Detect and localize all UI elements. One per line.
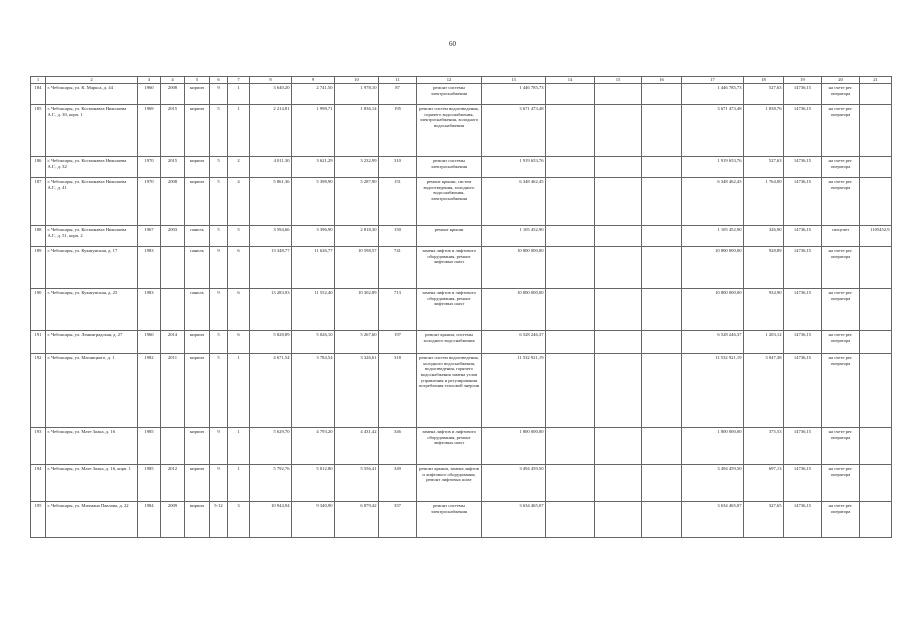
- table-cell: 1969: [138, 105, 161, 157]
- table-cell: 1 446 785,73: [482, 84, 546, 105]
- table-cell: 14736,15: [784, 465, 822, 502]
- table-cell: 4 431,42: [335, 428, 379, 465]
- table-cell: [595, 331, 642, 354]
- table-cell: 14736,15: [784, 84, 822, 105]
- table-cell: 4 011,30: [250, 157, 292, 178]
- table-cell: на счете рег. оператора: [822, 84, 860, 105]
- table-cell: 346: [379, 428, 417, 465]
- table-cell: 5: [228, 226, 250, 247]
- table-cell: кирпич: [185, 465, 210, 502]
- housing-repair-table: [30, 76, 892, 538]
- table-cell: ремонт крыши, систем водоотведения, холодного водоснабжения, электроснабжения: [417, 178, 482, 226]
- table-cell: панель: [185, 289, 210, 331]
- table-cell: [161, 247, 185, 289]
- table-cell: 6 879,42: [335, 502, 379, 538]
- table-cell: г. Чебоксары, ул. Магницкого, д. 1: [46, 354, 138, 428]
- table-body: [31, 77, 892, 538]
- table-cell: 194: [31, 465, 46, 502]
- table-cell: [546, 105, 595, 157]
- table-cell: 310: [379, 157, 417, 178]
- table-cell: 6 348 462,45: [682, 178, 744, 226]
- table-cell: 934,90: [744, 289, 784, 331]
- table-cell: [546, 247, 595, 289]
- table-cell: кирпич: [185, 354, 210, 428]
- table-cell: [546, 178, 595, 226]
- table-cell: 5 861,36: [250, 178, 292, 226]
- table-cell: 1985: [138, 428, 161, 465]
- table-cell: 2015: [161, 105, 185, 157]
- table-cell: 10 598,57: [335, 247, 379, 289]
- table-cell: 2011: [161, 354, 185, 428]
- table-cell: ремонт крыши, замена лифтов и лифтового оборудования, ремонт лифтовых шахт: [417, 465, 482, 502]
- table-cell: 190: [31, 289, 46, 331]
- table-cell: [595, 105, 642, 157]
- table-cell: 375,53: [744, 428, 784, 465]
- table-cell: ремонт системы электроснабжения: [417, 157, 482, 178]
- table-cell: [546, 226, 595, 247]
- table-row: [31, 157, 892, 178]
- table-cell: 1985: [138, 465, 161, 502]
- table-cell: 2 214,81: [250, 105, 292, 157]
- table-row: [31, 289, 892, 331]
- table-cell: 3 634 465,07: [682, 502, 744, 538]
- table-cell: 2015: [161, 157, 185, 178]
- table-cell: замена лифтов и лифтового оборудования, ремонт лифтовых шахт: [417, 247, 482, 289]
- table-cell: 14736,15: [784, 502, 822, 538]
- table-cell: 5 287,90: [335, 178, 379, 226]
- table-cell: 1: [228, 105, 250, 157]
- table-cell: 318: [379, 354, 417, 428]
- column-number-cell: 6: [210, 77, 228, 84]
- table-cell: 14736,15: [784, 289, 822, 331]
- table-cell: г. Чебоксары, ул. Космонавта Николаева А.Г., д. 30, корп. 1: [46, 105, 138, 157]
- table-cell: 1967: [138, 226, 161, 247]
- table-cell: 1960: [138, 331, 161, 354]
- table-cell: ремонт систем водоотведения, горячего водоснабжения, электроснабжения, холодного водоснабжения: [417, 105, 482, 157]
- table-cell: 527,63: [744, 157, 784, 178]
- table-cell: 1983: [138, 289, 161, 331]
- table-cell: 3 232,99: [335, 157, 379, 178]
- table-cell: 11 552,40: [292, 289, 335, 331]
- table-cell: 3 594,66: [250, 226, 292, 247]
- table-cell: 2: [228, 157, 250, 178]
- column-number-cell: 2: [46, 77, 138, 84]
- table-cell: 349: [379, 465, 417, 502]
- table-cell: 14736,15: [784, 178, 822, 226]
- table-cell: 3 047,38: [744, 354, 784, 428]
- table-cell: 14736,15: [784, 354, 822, 428]
- table-cell: кирпич: [185, 502, 210, 538]
- table-cell: 185: [31, 105, 46, 157]
- table-cell: 1960: [138, 84, 161, 105]
- table-cell: [595, 354, 642, 428]
- table-cell: 6: [228, 247, 250, 289]
- table-cell: 5: [210, 105, 228, 157]
- table-cell: 3 621,29: [292, 157, 335, 178]
- table-row: [31, 105, 892, 157]
- table-cell: [860, 428, 892, 465]
- table-cell: 11 626,77: [292, 247, 335, 289]
- table-cell: 1982: [138, 354, 161, 428]
- table-cell: 87: [379, 84, 417, 105]
- table-cell: 4: [228, 178, 250, 226]
- table-cell: 9: [210, 84, 228, 105]
- column-number-cell: 8: [250, 77, 292, 84]
- table-cell: 187: [31, 178, 46, 226]
- table-cell: [546, 157, 595, 178]
- table-cell: [642, 331, 682, 354]
- table-cell: 184: [31, 84, 46, 105]
- table-cell: 2012: [161, 465, 185, 502]
- table-cell: г. Чебоксары, ул. Мичмана Павлова, д. 22: [46, 502, 138, 538]
- table-cell: [595, 465, 642, 502]
- table-cell: [546, 289, 595, 331]
- table-cell: г. Чебоксары, ул. Космонавта Николаева А.Г., д. 41: [46, 178, 138, 226]
- table-cell: [642, 84, 682, 105]
- table-cell: 150: [379, 226, 417, 247]
- table-cell: 10 800 000,00: [682, 247, 744, 289]
- table-cell: 9: [210, 247, 228, 289]
- table-cell: на счете рег. оператора: [822, 247, 860, 289]
- table-cell: [860, 105, 892, 157]
- table-cell: замена лифтов и лифтового оборудования, ремонт лифтовых шахт: [417, 289, 482, 331]
- table-cell: 3 671 473,48: [482, 105, 546, 157]
- table-cell: [860, 178, 892, 226]
- table-cell: [860, 84, 892, 105]
- table-cell: [642, 105, 682, 157]
- table-cell: 4 793,20: [292, 428, 335, 465]
- table-cell: 14736,15: [784, 226, 822, 247]
- column-number-cell: 20: [822, 77, 860, 84]
- table-cell: на счете рег. оператора: [822, 465, 860, 502]
- table-cell: ремонт крыши, системы холодного водоснабжения: [417, 331, 482, 354]
- table-cell: [860, 465, 892, 502]
- table-cell: 1 978,10: [335, 84, 379, 105]
- table-cell: 1 838,76: [744, 105, 784, 157]
- table-cell: 5 792,76: [250, 465, 292, 502]
- table-cell: ремонт систем водоотведения, холодного водоснабжения, водоотведения, горячего водоснабжения замена узлов управления и регулирования потребления тепловой энергии: [417, 354, 482, 428]
- table-cell: 11 532 921,19: [482, 354, 546, 428]
- table-row: [31, 247, 892, 289]
- table-cell: 697,13: [744, 465, 784, 502]
- table-cell: спецсчет: [822, 226, 860, 247]
- table-cell: 9 340,90: [292, 502, 335, 538]
- table-cell: кирпич: [185, 331, 210, 354]
- table-cell: 6: [228, 289, 250, 331]
- table-cell: [860, 502, 892, 538]
- table-cell: 1 446 785,73: [682, 84, 744, 105]
- column-number-cell: 10: [335, 77, 379, 84]
- table-cell: 14736,15: [784, 428, 822, 465]
- table-cell: 6 528 246,37: [682, 331, 744, 354]
- table-cell: панель: [185, 226, 210, 247]
- table-cell: 5: [210, 226, 228, 247]
- table-cell: на счете рег. оператора: [822, 502, 860, 538]
- table-cell: 1: [228, 465, 250, 502]
- table-cell: 10 800 000,00: [682, 289, 744, 331]
- table-cell: [642, 247, 682, 289]
- table-cell: [860, 331, 892, 354]
- table-cell: [595, 226, 642, 247]
- table-cell: 327,65: [744, 502, 784, 538]
- table-cell: 6: [228, 331, 250, 354]
- table-row: [31, 84, 892, 105]
- column-number-cell: 3: [138, 77, 161, 84]
- table-cell: [860, 289, 892, 331]
- table-cell: [546, 354, 595, 428]
- table-cell: [546, 465, 595, 502]
- table-cell: [860, 247, 892, 289]
- table-cell: 9: [210, 289, 228, 331]
- table-cell: [642, 465, 682, 502]
- table-cell: 14736,15: [784, 331, 822, 354]
- table-cell: 3 326,61: [335, 354, 379, 428]
- table-row: [31, 502, 892, 538]
- table-cell: 2 818,30: [335, 226, 379, 247]
- table-cell: панель: [185, 247, 210, 289]
- table-cell: 5: [210, 354, 228, 428]
- table-cell: 14736,15: [784, 105, 822, 157]
- table-cell: 1 800 000,00: [682, 428, 744, 465]
- table-cell: 1970: [138, 157, 161, 178]
- column-number-cell: 15: [595, 77, 642, 84]
- table-cell: [642, 289, 682, 331]
- table-cell: 13 348,77: [250, 247, 292, 289]
- table-cell: 2009: [161, 502, 185, 538]
- table-cell: кирпич: [185, 428, 210, 465]
- column-number-cell: 1: [31, 77, 46, 84]
- table-cell: 1: [228, 428, 250, 465]
- column-number-cell: 4: [161, 77, 185, 84]
- table-cell: 1 105 452,90: [482, 226, 546, 247]
- table-cell: кирпич: [185, 157, 210, 178]
- table-cell: на счете рег. оператора: [822, 428, 860, 465]
- table-row: [31, 226, 892, 247]
- table-cell: 6 348 462,45: [482, 178, 546, 226]
- table-cell: 1 836,14: [335, 105, 379, 157]
- table-cell: [642, 157, 682, 178]
- column-number-cell: 7: [228, 77, 250, 84]
- table-cell: [161, 428, 185, 465]
- table-cell: 5 556,41: [335, 465, 379, 502]
- table-cell: на счете рег. оператора: [822, 105, 860, 157]
- table-cell: 326,90: [744, 226, 784, 247]
- table-cell: 5: [210, 157, 228, 178]
- table-cell: 2014: [161, 331, 185, 354]
- table-cell: 186: [31, 157, 46, 178]
- table-cell: 1: [228, 84, 250, 105]
- table-cell: [161, 289, 185, 331]
- table-cell: 10 800 000,00: [482, 247, 546, 289]
- table-cell: ремонт системы электроснабжения: [417, 84, 482, 105]
- table-row: [31, 331, 892, 354]
- table-cell: [595, 84, 642, 105]
- table-cell: 5-12: [210, 502, 228, 538]
- table-cell: 3 494 459,50: [482, 465, 546, 502]
- table-cell: на счете рег. оператора: [822, 289, 860, 331]
- table-cell: 5 828,89: [250, 331, 292, 354]
- table-cell: 1 105 452,90: [682, 226, 744, 247]
- table-cell: 10 944,94: [250, 502, 292, 538]
- table-cell: 1 203,12: [744, 331, 784, 354]
- column-number-cell: 13: [482, 77, 546, 84]
- column-number-row: [31, 77, 892, 84]
- table-cell: 3 671 473,48: [682, 105, 744, 157]
- table-cell: 1 998,71: [292, 105, 335, 157]
- table-cell: [546, 502, 595, 538]
- table-cell: г. Чебоксары, ул. К. Маркса, д. 44: [46, 84, 138, 105]
- table-cell: 14736,15: [784, 247, 822, 289]
- table-cell: 193: [31, 428, 46, 465]
- table-cell: [642, 428, 682, 465]
- table-cell: [642, 354, 682, 428]
- table-cell: 5 398,90: [292, 178, 335, 226]
- table-cell: 2 741,50: [292, 84, 335, 105]
- table-cell: г. Чебоксары, ул. Ленинградская, д. 27: [46, 331, 138, 354]
- table-cell: 2008: [161, 178, 185, 226]
- table-cell: 10 302,89: [335, 289, 379, 331]
- table-cell: [595, 428, 642, 465]
- table-cell: ремонт системы электроснабжения: [417, 502, 482, 538]
- table-cell: 195: [31, 502, 46, 538]
- table-cell: 357: [379, 502, 417, 538]
- table-cell: 5 629,70: [250, 428, 292, 465]
- table-cell: [642, 178, 682, 226]
- table-row: [31, 354, 892, 428]
- table-cell: замена лифтов и лифтового оборудования, ремонт лифтовых шахт: [417, 428, 482, 465]
- table-cell: 197: [379, 331, 417, 354]
- table-cell: 1105452,9: [860, 226, 892, 247]
- table-cell: 5: [210, 178, 228, 226]
- table-cell: 5 267,60: [335, 331, 379, 354]
- column-number-cell: 18: [744, 77, 784, 84]
- table-cell: кирпич: [185, 105, 210, 157]
- table-cell: 9: [210, 465, 228, 502]
- column-number-cell: 16: [642, 77, 682, 84]
- table-cell: 5 012,80: [292, 465, 335, 502]
- table-cell: 2003: [161, 226, 185, 247]
- table-cell: [595, 247, 642, 289]
- column-number-cell: 14: [546, 77, 595, 84]
- table-cell: [595, 178, 642, 226]
- table-cell: [595, 157, 642, 178]
- table-cell: г. Чебоксары, ул. Мате Залка, д. 16: [46, 428, 138, 465]
- table-cell: кирпич: [185, 84, 210, 105]
- table-cell: 188: [31, 226, 46, 247]
- table-cell: 1 919 653,76: [482, 157, 546, 178]
- table-cell: [595, 502, 642, 538]
- column-number-cell: 9: [292, 77, 335, 84]
- table-cell: г. Чебоксары, ул. Космонавта Николаева А.Г., д. 51, корп. 2: [46, 226, 138, 247]
- table-cell: на счете рег. оператора: [822, 354, 860, 428]
- column-number-cell: 19: [784, 77, 822, 84]
- table-cell: 527,63: [744, 84, 784, 105]
- table-cell: 192: [31, 354, 46, 428]
- table-cell: 1 800 000,00: [482, 428, 546, 465]
- table-cell: г. Чебоксары, ул. Кукшумская, д. 25: [46, 289, 138, 331]
- table-cell: 4 671,54: [250, 354, 292, 428]
- table-cell: 928,89: [744, 247, 784, 289]
- table-cell: кирпич: [185, 178, 210, 226]
- column-number-cell: 5: [185, 77, 210, 84]
- table-cell: на счете рег. оператора: [822, 178, 860, 226]
- table-cell: [860, 354, 892, 428]
- table-cell: [642, 226, 682, 247]
- table-cell: [595, 289, 642, 331]
- table-cell: 9: [210, 428, 228, 465]
- table-cell: г. Чебоксары, ул. Кукшумская, д. 17: [46, 247, 138, 289]
- table-cell: [546, 84, 595, 105]
- table-cell: 151: [379, 178, 417, 226]
- column-number-cell: 11: [379, 77, 417, 84]
- table-cell: [642, 502, 682, 538]
- column-number-cell: 21: [860, 77, 892, 84]
- table-cell: 13 283,93: [250, 289, 292, 331]
- table-cell: [546, 331, 595, 354]
- table-cell: на счете рег. оператора: [822, 157, 860, 178]
- table-cell: 1984: [138, 502, 161, 538]
- table-cell: 6 528 246,37: [482, 331, 546, 354]
- table-cell: 1 764,00: [744, 178, 784, 226]
- table-cell: 10 800 000,00: [482, 289, 546, 331]
- table-cell: 1983: [138, 247, 161, 289]
- table-cell: г. Чебоксары, ул. Мате Залка, д. 16, корп. 1: [46, 465, 138, 502]
- table-cell: 3 640,20: [250, 84, 292, 105]
- table-cell: 3 784,54: [292, 354, 335, 428]
- table-cell: 1 919 653,76: [682, 157, 744, 178]
- table-cell: ремонт крыши: [417, 226, 482, 247]
- table-cell: 5: [210, 331, 228, 354]
- table-cell: 2008: [161, 84, 185, 105]
- table-cell: 11 532 921,19: [682, 354, 744, 428]
- table-cell: 713: [379, 289, 417, 331]
- table-cell: 3: [228, 502, 250, 538]
- table-row: [31, 428, 892, 465]
- table-cell: 191: [31, 331, 46, 354]
- column-number-cell: 12: [417, 77, 482, 84]
- page-number: 60: [449, 40, 456, 48]
- table-cell: 189: [31, 247, 46, 289]
- table-cell: 3 494 459,50: [682, 465, 744, 502]
- table-cell: на счете рег. оператора: [822, 331, 860, 354]
- table-cell: 195: [379, 105, 417, 157]
- table-cell: 14736,15: [784, 157, 822, 178]
- table-cell: [546, 428, 595, 465]
- table-cell: 1: [228, 354, 250, 428]
- table-cell: 5 026,10: [292, 331, 335, 354]
- table-cell: г. Чебоксары, ул. Космонавта Николаева А.Г., д. 32: [46, 157, 138, 178]
- table-cell: 3 396,90: [292, 226, 335, 247]
- table-cell: 1970: [138, 178, 161, 226]
- column-number-cell: 17: [682, 77, 744, 84]
- table-cell: [860, 157, 892, 178]
- table-cell: 3 634 465,07: [482, 502, 546, 538]
- table-row: [31, 465, 892, 502]
- table-cell: 741: [379, 247, 417, 289]
- table-row: [31, 178, 892, 226]
